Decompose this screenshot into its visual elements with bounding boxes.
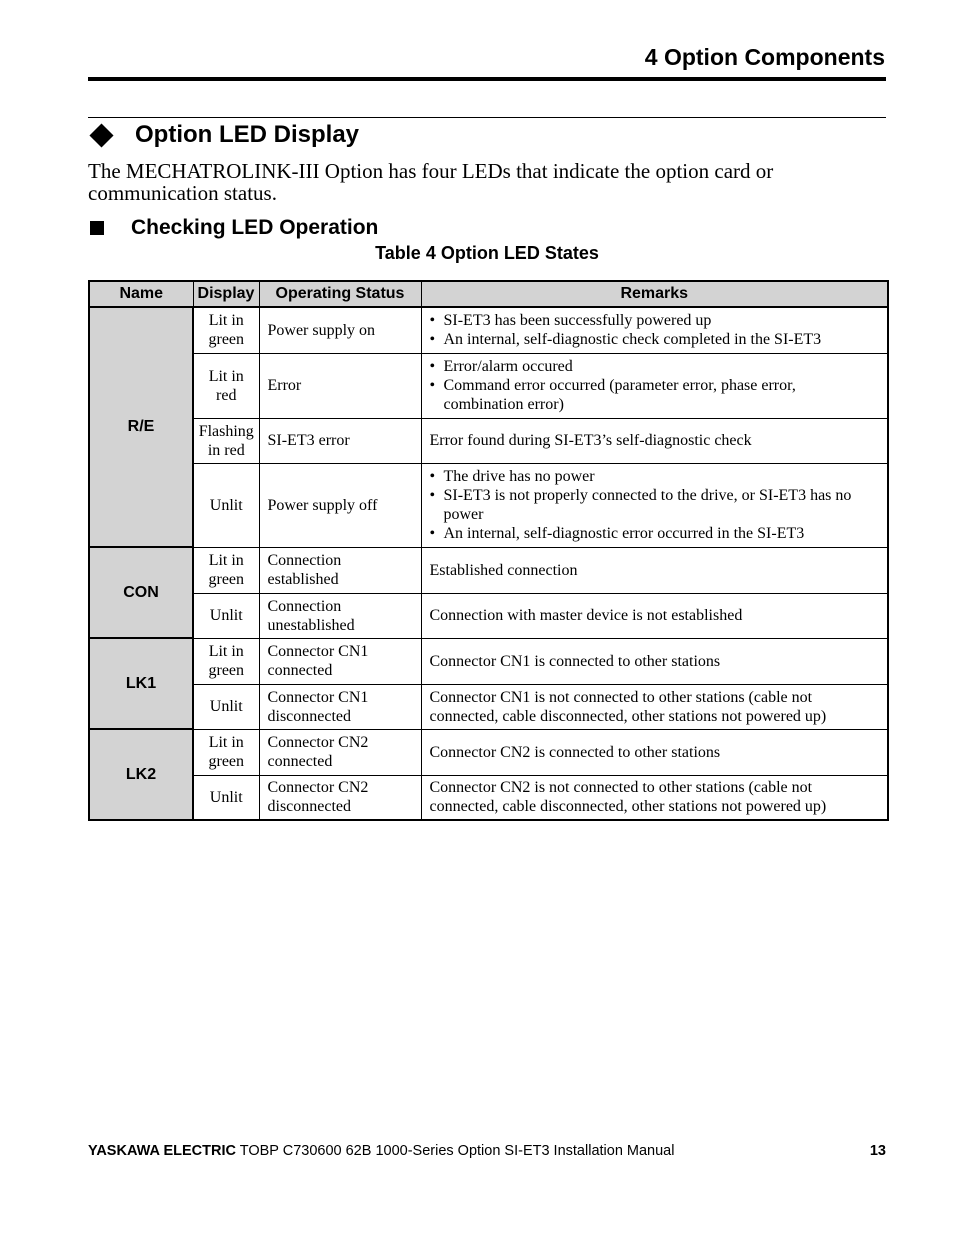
remarks-cell bbox=[421, 307, 888, 353]
footer-brand: YASKAWA ELECTRIC bbox=[88, 1143, 236, 1159]
table-row bbox=[89, 547, 888, 593]
display-cell bbox=[193, 547, 259, 593]
diamond-bullet-icon bbox=[89, 123, 113, 147]
section-heading-text: Option LED Display bbox=[135, 121, 360, 148]
intro-line: communication status. bbox=[88, 181, 277, 205]
remark-item: • SI-ET3 has been successfully powered up bbox=[430, 311, 880, 330]
status-line: connected bbox=[267, 753, 333, 770]
table-row bbox=[89, 593, 888, 638]
remarks-cell bbox=[421, 353, 888, 418]
display-cell bbox=[193, 593, 259, 638]
display-line: Lit in bbox=[208, 367, 244, 385]
chapter-title: 4 Option Components bbox=[644, 44, 885, 70]
remark-item: • An internal, self-diagnostic check completed in the SI-ET3 bbox=[430, 330, 880, 349]
status-line: connected bbox=[267, 662, 333, 679]
remarks-cell: Connector CN1 is connected to other stations bbox=[421, 638, 888, 684]
status-cell bbox=[259, 593, 421, 638]
status-line: Connection bbox=[267, 552, 342, 569]
status-cell: Error bbox=[259, 353, 421, 418]
header-rule-thick bbox=[88, 77, 886, 81]
subsection-heading-text: Checking LED Operation bbox=[131, 216, 379, 239]
remarks-cell: Established connection bbox=[421, 547, 888, 593]
remarks-cell: Connector CN2 is not connected to other stations (cable not connected, cable disconnected, other stations not powered up) bbox=[421, 775, 888, 820]
display-line: green bbox=[208, 662, 245, 679]
table-row bbox=[89, 729, 888, 775]
status-line: Connector CN1 bbox=[267, 643, 369, 660]
display-cell bbox=[193, 638, 259, 684]
header-rule-thin bbox=[88, 117, 886, 118]
table-row bbox=[89, 307, 888, 353]
led-name-cell: LK2 bbox=[89, 729, 193, 820]
table-row bbox=[89, 463, 888, 547]
display-line: Lit in bbox=[208, 312, 244, 330]
section-heading bbox=[88, 121, 359, 149]
header-display: Display bbox=[193, 281, 259, 307]
display-cell bbox=[193, 729, 259, 775]
page-footer bbox=[88, 1143, 886, 1159]
remark-item: • Error/alarm occured bbox=[430, 357, 880, 376]
page-number: 13 bbox=[869, 1143, 886, 1159]
status-cell bbox=[259, 684, 421, 729]
intro-paragraph bbox=[88, 160, 878, 204]
square-bullet-icon bbox=[90, 221, 104, 235]
led-states-table bbox=[88, 280, 889, 821]
table-row bbox=[89, 418, 888, 463]
table-row bbox=[89, 684, 888, 729]
display-line: Unlit bbox=[209, 698, 243, 715]
display-line: in red bbox=[207, 441, 245, 459]
status-cell: Power supply on bbox=[259, 307, 421, 353]
display-line: Unlit bbox=[209, 788, 243, 806]
display-cell bbox=[193, 353, 259, 418]
display-cell bbox=[193, 418, 259, 463]
remark-item: • Command error occurred (parameter error, phase error, combination error) bbox=[430, 376, 880, 414]
status-line: Connector CN1 bbox=[267, 688, 369, 706]
display-line: green bbox=[208, 331, 245, 349]
display-line: Unlit bbox=[209, 496, 243, 514]
table-header-row bbox=[89, 281, 888, 307]
footer-document-title: TOBP C730600 62B 1000-Series Option SI-ET3 Installation Manual bbox=[235, 1143, 675, 1159]
status-cell bbox=[259, 547, 421, 593]
remarks-cell: Connector CN2 is connected to other stations bbox=[421, 729, 888, 775]
status-line: established bbox=[267, 571, 339, 588]
status-cell bbox=[259, 729, 421, 775]
remark-item: • SI-ET3 is not properly connected to the drive, or SI-ET3 has no power bbox=[430, 486, 880, 524]
table-row bbox=[89, 775, 888, 820]
remarks-cell: Error found during SI-ET3’s self-diagnostic check bbox=[421, 418, 888, 463]
display-line: Unlit bbox=[209, 607, 243, 624]
intro-line: The MECHATROLINK-III Option has four LEDs that indicate the option card or bbox=[88, 159, 774, 183]
status-line: disconnected bbox=[267, 707, 352, 725]
display-cell bbox=[193, 307, 259, 353]
remark-item: • An internal, self-diagnostic error occurred in the SI-ET3 bbox=[430, 524, 880, 543]
table-row bbox=[89, 353, 888, 418]
display-line: Lit in bbox=[208, 552, 244, 569]
led-name-cell: CON bbox=[89, 547, 193, 638]
header-remarks: Remarks bbox=[421, 281, 888, 307]
display-line: Flashing bbox=[198, 422, 254, 440]
status-line: Connection bbox=[267, 597, 342, 615]
display-line: Lit in bbox=[208, 734, 244, 751]
status-line: Connector CN2 bbox=[267, 734, 369, 751]
status-cell bbox=[259, 775, 421, 820]
remark-item: • The drive has no power bbox=[430, 467, 880, 486]
display-line: green bbox=[208, 571, 245, 588]
remarks-cell: Connector CN1 is not connected to other stations (cable not connected, cable disconnected, other stations not powered up) bbox=[421, 684, 888, 729]
header-status: Operating Status bbox=[259, 281, 421, 307]
display-line: green bbox=[208, 753, 245, 770]
led-name-cell: LK1 bbox=[89, 638, 193, 729]
status-line: disconnected bbox=[267, 798, 352, 816]
led-name-cell: R/E bbox=[89, 307, 193, 547]
display-cell bbox=[193, 463, 259, 547]
table-row bbox=[89, 638, 888, 684]
remarks-cell: Connection with master device is not established bbox=[421, 593, 888, 638]
display-line: red bbox=[216, 386, 237, 404]
table-caption: Table 4 Option LED States bbox=[375, 243, 599, 263]
status-line: Connector CN2 bbox=[267, 779, 369, 797]
display-cell bbox=[193, 684, 259, 729]
status-cell bbox=[259, 638, 421, 684]
status-line: unestablished bbox=[267, 616, 355, 634]
status-cell: SI-ET3 error bbox=[259, 418, 421, 463]
header-name: Name bbox=[89, 281, 193, 307]
display-cell bbox=[193, 775, 259, 820]
subsection-heading bbox=[88, 216, 378, 240]
status-cell: Power supply off bbox=[259, 463, 421, 547]
display-line: Lit in bbox=[208, 643, 244, 660]
remarks-cell bbox=[421, 463, 888, 547]
